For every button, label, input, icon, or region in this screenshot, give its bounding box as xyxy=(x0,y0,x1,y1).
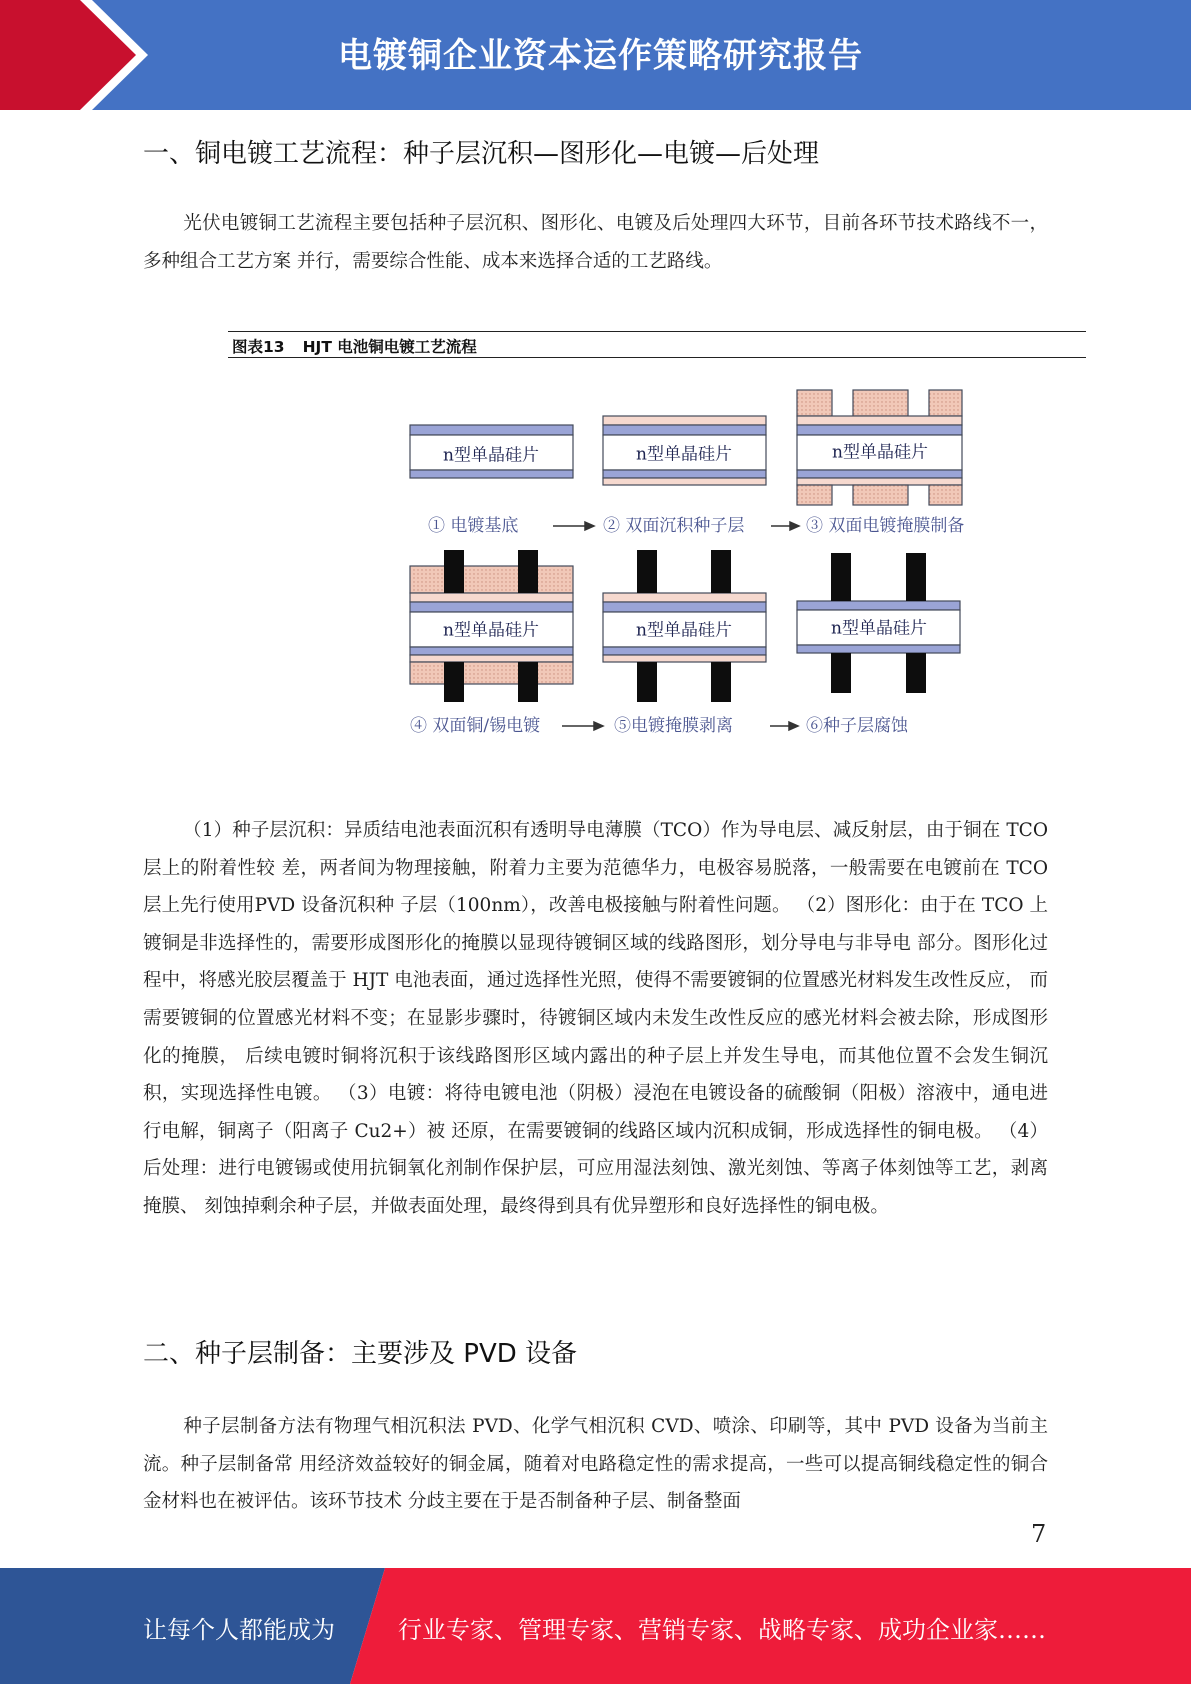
section-2-intro-text: 种子层制备方法有物理气相沉积法 PVD、化学气相沉积 CVD、喷涂、印刷等，其中 PVD 设备为当前主流。种子层制备常 用经济效益较好的铜金属，随着对电路稳定性的需求提高，一些可以提高铜线稳定性的铜合金材料也在被评估。该环节技术 分歧主要在于是否制备种子层、制备整面 xyxy=(143,1416,1048,1513)
wafer-step-4 xyxy=(410,550,573,702)
process-detail-paragraph xyxy=(143,812,1048,1226)
wafer-step-6 xyxy=(797,553,960,693)
process-flow-diagram xyxy=(0,0,1191,760)
wafer-step-5 xyxy=(603,550,766,702)
process-detail-text: （1）种子层沉积：异质结电池表面沉积有透明导电薄膜（TCO）作为导电层、减反射层，由于铜在 TCO 层上的附着性较 差，两者间为物理接触，附着力主要为范德华力，电极容易脱落，一般需要在电镀前在 TCO 层上先行使用PVD 设备沉积种 子层（100nm），改善电极接触与附着性问题。 （2）图形化：由于在 TCO 上镀铜是非选择性的，需要形成图形化的掩膜以显现待镀铜区域的线路图形，划分导电与非导电 部分。图形化过程中，将感光胶层覆盖于 HJT 电池表面，通过选择性光照，使得不需要镀铜的位置感光材料发生改性反应， 而需要镀铜的位置感光材料不变；在显影步骤时，待镀铜区域内未发生改性反应的感光材料会被去除，形成图形化的掩膜， 后续电镀时铜将沉积于该线路图形区域内露出的种子层上并发生导电，而其他位置不会发生铜沉积，实现选择性电镀。 （3）电镀：将待电镀电池（阴极）浸泡在电镀设备的硫酸铜（阳极）溶液中，通电进行电解，铜离子（阳离子 Cu2+）被 还原，在需要镀铜的线路区域内沉积成铜，形成选择性的铜电极。 （4）后处理：进行电镀锡或使用抗铜氧化剂制作保护层，可应用湿法刻蚀、激光刻蚀、等离子体刻蚀等工艺，剥离掩膜、 刻蚀掉剩余种子层，并做表面处理，最终得到具有优异塑形和良好选择性的铜电极。 xyxy=(143,820,1048,1217)
step-2-label: ② 双面沉积种子层 xyxy=(603,516,745,536)
step-4-label: ④ 双面铜/锡电镀 xyxy=(410,716,541,736)
wafer-label: n型单晶硅片 xyxy=(831,618,927,639)
wafer-label: n型单晶硅片 xyxy=(443,445,539,466)
step-6-label: ⑥种子层腐蚀 xyxy=(806,716,908,736)
section-2-intro xyxy=(143,1408,1048,1521)
footer-slogan-right: 行业专家、管理专家、营销专家、战略专家、成功企业家…… xyxy=(398,1616,1046,1644)
section-1-intro-text: 光伏电镀铜工艺流程主要包括种子层沉积、图形化、电镀及后处理四大环节，目前各环节技术路线不一，多种组合工艺方案 并行，需要综合性能、成本来选择合适的工艺路线。 xyxy=(143,213,1048,272)
step-3-label: ③ 双面电镀掩膜制备 xyxy=(806,516,965,536)
report-title: 电镀铜企业资本运作策略研究报告 xyxy=(338,36,863,76)
wafer-label: n型单晶硅片 xyxy=(636,444,732,465)
page-footer xyxy=(0,1568,1191,1684)
page-number: 7 xyxy=(1031,1520,1047,1548)
wafer-label: n型单晶硅片 xyxy=(636,620,732,641)
wafer-label: n型单晶硅片 xyxy=(832,442,928,463)
figure-caption-text: HJT 电池铜电镀工艺流程 xyxy=(302,338,477,356)
wafer-step-1 xyxy=(410,425,573,478)
wafer-label: n型单晶硅片 xyxy=(443,620,539,641)
wafer-step-2 xyxy=(603,416,766,485)
step-5-label: ⑤电镀掩膜剥离 xyxy=(614,716,733,736)
step-1-label: ① 电镀基底 xyxy=(428,516,519,536)
section-2-heading: 二、种子层制备：主要涉及 PVD 设备 xyxy=(143,1339,578,1369)
section-1-heading: 一、铜电镀工艺流程：种子层沉积—图形化—电镀—后处理 xyxy=(143,139,820,169)
footer-slogan-left: 让每个人都能成为 xyxy=(143,1616,335,1644)
wafer-step-3 xyxy=(797,390,962,505)
figure-caption-label: 图表13 xyxy=(232,338,285,356)
